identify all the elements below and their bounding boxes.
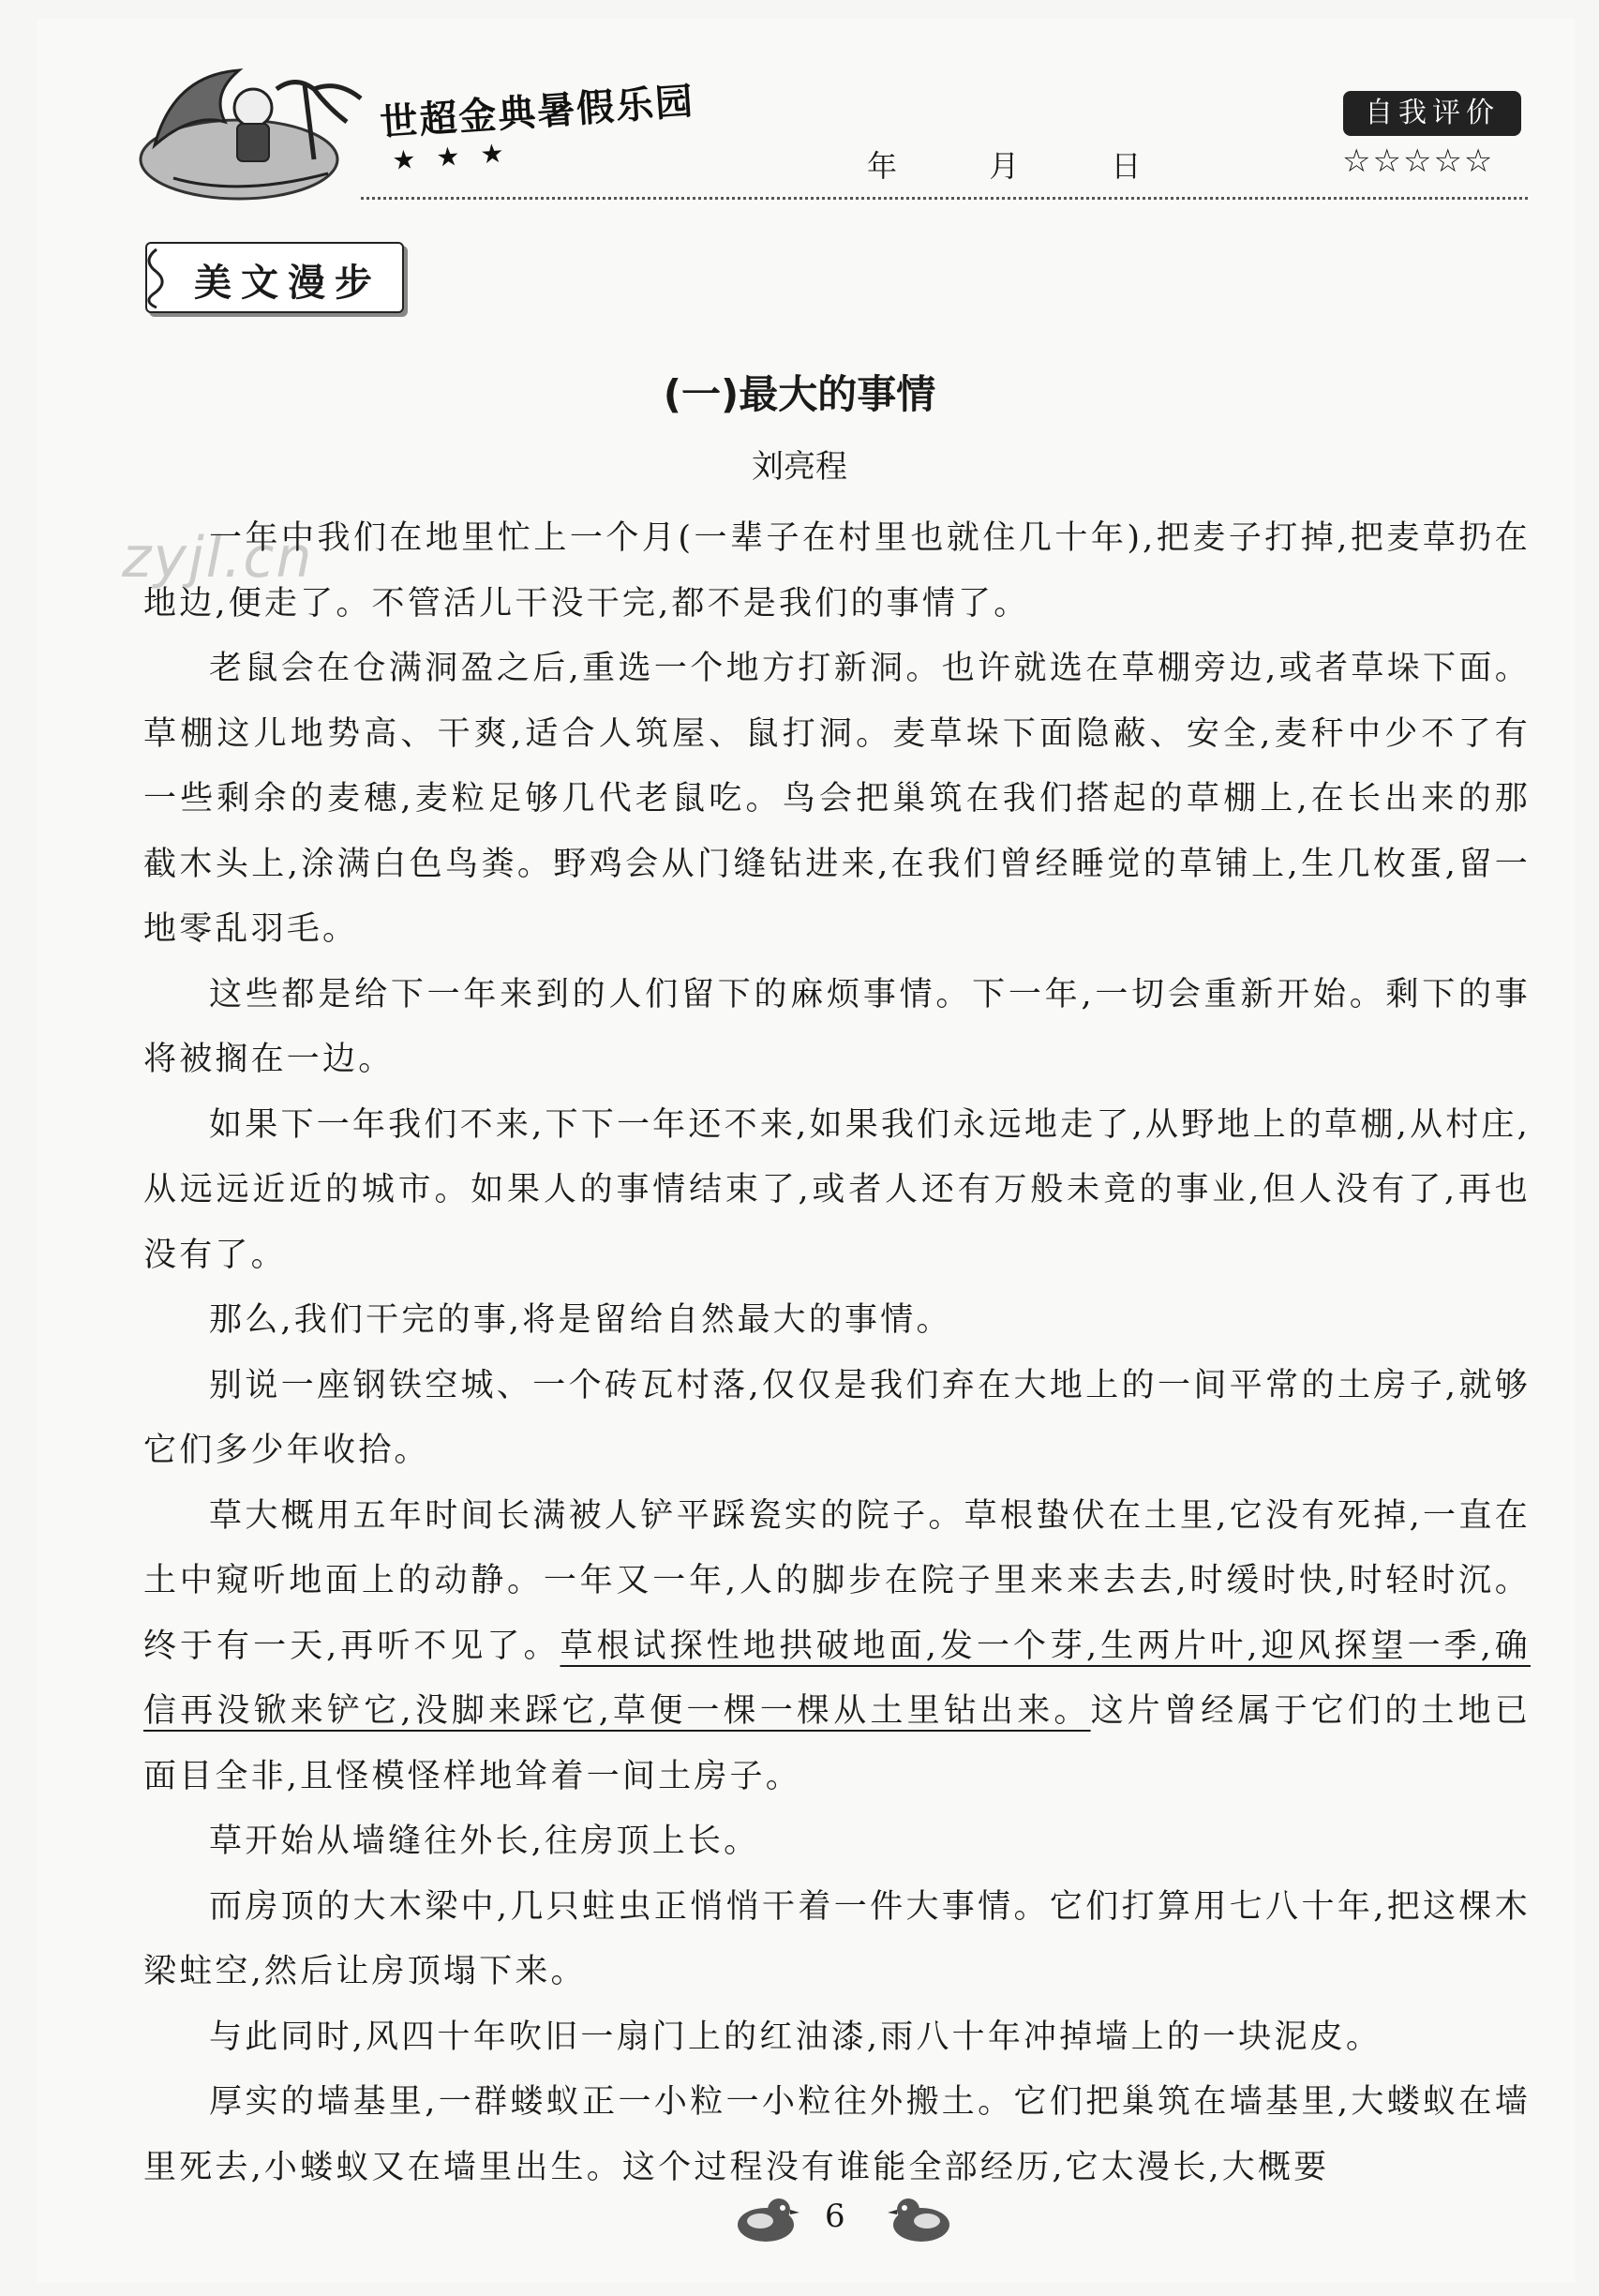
- swirl-icon: [140, 244, 173, 311]
- date-day: 日: [1111, 148, 1142, 184]
- article-author: 刘亮程: [752, 448, 847, 486]
- paragraph: 一年中我们在地里忙上一个月(一辈子在村里也就住几十年),把麦子打掉,把麦草扔在地边,便走了。不管活儿干没干完,都不是我们的事情了。: [143, 519, 1531, 623]
- bird-icon: [726, 2189, 801, 2245]
- watermark: zyjl.cn: [122, 525, 314, 591]
- self-evaluation-stars: ☆☆☆☆☆: [1342, 143, 1495, 180]
- brand-stars: ★★★: [391, 136, 526, 176]
- date-line: [867, 143, 1223, 186]
- article-body: [143, 506, 1531, 2200]
- paragraph: 这些都是给下一年来到的人们留下的麻烦事情。下一年,一切会重新开始。剩下的事将被搁在一边。: [143, 975, 1531, 1078]
- page-number: 6: [825, 2198, 845, 2235]
- date-year: 年: [867, 148, 898, 184]
- paragraph: 厚实的墙基里,一群蝼蚁正一小粒一小粒往外搬土。它们把巢筑在墙基里,大蝼蚁在墙里死去,小蝼蚁又在墙里出生。这个过程没有谁能全部经历,它太漫长,大概要: [143, 2083, 1531, 2186]
- bird-icon: [886, 2189, 961, 2245]
- paragraph: 而房顶的大木梁中,几只蛀虫正悄悄干着一件大事情。它们打算用七八十年,把这棵木梁蛀空,然后让房顶塌下来。: [143, 1887, 1531, 1990]
- paragraph: 与此同时,风四十年吹旧一扇门上的红油漆,雨八十年冲掉墙上的一块泥皮。: [209, 2018, 1382, 2056]
- paragraph: 别说一座钢铁空城、一个砖瓦村落,仅仅是我们弃在大地上的一间平常的土房子,就够它们多少年收拾。: [143, 1366, 1531, 1469]
- paragraph-part: 草大概用五年时间长满被人铲平踩瓷实的院子。草根蛰伏在土里,它没有死掉,一直在土中窥听地面上的动静。一年又一年,人的脚步在院子里来来去去,时缓时快,时轻时沉。终于有一天,再听不见了。: [143, 1496, 1531, 1665]
- article-title: (一)最大的事情: [663, 371, 936, 417]
- paragraph: 那么,我们干完的事,将是留给自然最大的事情。: [209, 1301, 952, 1339]
- paragraph-with-underline: [143, 1484, 1531, 1810]
- paragraph: 老鼠会在仓满洞盈之后,重选一个地方打新洞。也许就选在草棚旁边,或者草垛下面。草棚这儿地势高、干爽,适合人筑屋、鼠打洞。麦草垛下面隐蔽、安全,麦秆中少不了有一些剩余的麦穗,麦粒足够几代老鼠吃。鸟会把巢筑在我们搭起的草棚上,在长出来的那截木头上,涂满白色鸟粪。野鸡会从门缝钻进来,在我们曾经睡觉的草铺上,生几枚蛋,留一地零乱羽毛。: [143, 650, 1531, 948]
- paragraph: 如果下一年我们不来,下下一年还不来,如果我们永远地走了,从野地上的草棚,从村庄,从远远近近的城市。如果人的事情结束了,或者人还有万般未竟的事业,但人没有了,再也没有了。: [143, 1105, 1531, 1274]
- brand-text: 世超金典暑假乐园: [379, 80, 696, 145]
- underlined-sentence: 草根试探性地拱破地面,发一个芽,生两片叶,迎风探望一季,确信再没锨来铲它,没脚来踩它,草便一棵一棵从土里钻出来。: [143, 1627, 1531, 1730]
- header-divider: [361, 197, 1528, 200]
- section-tag: [145, 242, 404, 313]
- self-evaluation-label: 自我评价: [1343, 91, 1521, 136]
- cartoon-boy-island-icon: [136, 56, 370, 206]
- paragraph: 草开始从墙缝往外长,往房顶上长。: [209, 1823, 760, 1860]
- paragraph-part: 这片曾经属于它们的土地已面目全非,且怪模怪样地耸着一间土房子。: [143, 1692, 1531, 1795]
- section-tag-label: 美文漫步: [194, 261, 381, 305]
- date-month: 月: [989, 148, 1020, 184]
